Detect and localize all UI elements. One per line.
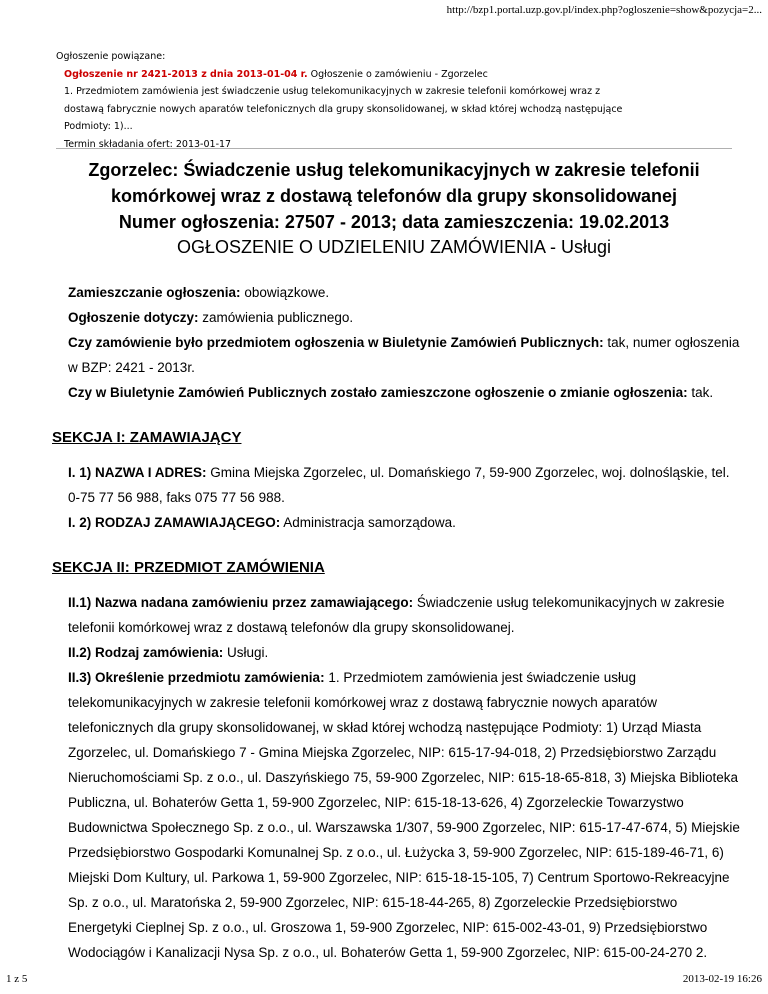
intro-p3-value: tak, numer ogłoszenia [603,335,740,350]
s2-subject-label: II.3) Określenie przedmiotu zamówienia: [68,670,325,685]
s2-subject-line: Miejski Dom Kultury, ul. Parkowa 1, 59-900 Zgorzelec, NIP: 615-18-15-105, 7) Centrum Sportowo-Rekreacyjne [68,870,730,885]
title-line-1: Zgorzelec: Świadczenie usług telekomunikacyjnych w zakresie telefonii [88,160,700,180]
title-line-4: OGŁOSZENIE O UDZIELENIU ZAMÓWIENIA - Usługi [176,237,612,257]
s1-type [68,510,742,535]
title-line-3: Numer ogłoszenia: 27507 - 2013; data zamieszczenia: 19.02.2013 [118,212,670,232]
page-url: http://bzp1.portal.uzp.gov.pl/index.php?ogloszenie=show&pozycja=2... [446,4,762,16]
intro-p3-cont: w BZP: 2421 - 2013r. [68,360,195,375]
section-1 [52,460,742,535]
intro-p2-value: zamówienia publicznego. [198,310,354,325]
s2-subject-line: Przedsiębiorstwo Gospodarki Komunalnej Sp. z o.o., ul. Łużycka 3, 59-900 Zgorzelec, NIP: 615-189-46-71, 6) [68,845,724,860]
s2-subject-line: Zgorzelec, ul. Domańskiego 7 - Gmina Miejska Zgorzelec, NIP: 615-17-94-018, 2) Przedsiębiorstwo Zarządu [68,745,717,760]
intro-p2 [68,305,742,330]
intro-p3-label: Czy zamówienie było przedmiotem ogłoszenia w Biuletynie Zamówień Publicznych: [68,335,604,350]
s2-name-value: Świadczenie usług telekomunikacyjnych w zakresie [413,595,725,610]
page-number: 1 z 5 [6,973,28,985]
related-notice-suffix: Ogłoszenie o zamówieniu - Zgorzelec [307,68,488,80]
intro [52,280,742,405]
notice-title [56,157,732,259]
related-notice [56,48,736,153]
related-label: Ogłoszenie powiązane: [56,51,166,62]
related-deadline: Termin składania ofert: 2013-01-17 [64,138,232,150]
s2-kind-value: Usługi. [223,645,269,660]
intro-p4 [68,380,742,405]
related-line-2: 1. Przedmiotem zamówienia jest świadczenie usług telekomunikacyjnych w zakresie telefonii komórkowej wraz z [64,86,601,97]
intro-p1-label: Zamieszczanie ogłoszenia: [68,285,241,300]
divider [56,148,732,149]
s2-subject-line: Nieruchomościami Sp. z o.o., ul. Daszyńskiego 75, 59-900 Zgorzelec, NIP: 615-18-65-818, 3) Miejska Biblioteka [68,770,739,785]
s2-subject-line: Budownictwa Społecznego Sp. z o.o., ul. Warszawska 1/307, 59-900 Zgorzelec, NIP: 615-17-47-674, 5) Miejskie [68,820,740,835]
s2-subject [68,665,742,690]
s2-subject-line: Energetyki Cieplnej Sp. z o.o., ul. Groszowa 1, 59-900 Zgorzelec, NIP: 615-002-43-01, 9) Przedsiębiorstwo [68,920,708,935]
related-line-4: Podmioty: 1)... [64,121,133,132]
intro-p1 [68,280,742,305]
s2-subject-line: telefonicznych dla grupy skonsolidowanej, w skład której wchodzą następujące Podmioty: 1) Urząd Miasta [68,720,702,735]
s2-subject-line: Wodociągów i Kanalizacji Nysa Sp. z o.o., ul. Bohaterów Getta 1, 59-900 Zgorzelec, NIP: 615-00-24-270 2. [68,945,708,960]
section-2-heading: SEKCJA II: PRZEDMIOT ZAMÓWIENIA [52,559,325,576]
s1-type-value: Administracja samorządowa. [280,515,456,530]
s1-name-value: Gmina Miejska Zgorzelec, ul. Domańskiego 7, 59-900 Zgorzelec, woj. dolnośląskie, tel. [206,465,730,480]
related-notice-link[interactable]: Ogłoszenie nr 2421-2013 z dnia 2013-01-04 r. [64,68,308,80]
s1-name-label: I. 1) NAZWA I ADRES: [68,465,207,480]
s2-kind-label: II.2) Rodzaj zamówienia: [68,645,224,660]
s2-subject-value: 1. Przedmiotem zamówienia jest świadczenie usług [324,670,636,685]
s2-subject-line: Publiczna, ul. Bohaterów Getta 1, 59-900 Zgorzelec, NIP: 615-18-13-626, 4) Zgorzeleckie Towarzystwo [68,795,684,810]
related-line-1 [56,66,736,84]
intro-p4-value: tak. [687,385,714,400]
print-datetime: 2013-02-19 16:26 [682,973,762,985]
intro-p1-value: obowiązkowe. [240,285,330,300]
s2-subject-line: Sp. z o.o., ul. Maratońska 2, 59-900 Zgorzelec, NIP: 615-18-44-265, 8) Zgorzeleckie Przedsiębiorstwo [68,895,678,910]
notice-body [52,280,742,965]
s1-name-address-cont: 0-75 77 56 988, faks 075 77 56 988. [68,490,285,505]
s2-name [68,590,742,615]
intro-p2-label: Ogłoszenie dotyczy: [68,310,199,325]
intro-p3 [68,330,742,355]
s2-kind [68,640,742,665]
s2-subject-line: telekomunikacyjnych w zakresie telefonii komórkowej wraz z dostawą fabrycznie nowych aparatów [68,695,658,710]
s2-name-label: II.1) Nazwa nadana zamówieniu przez zamawiającego: [68,595,414,610]
s2-name-cont: telefonii komórkowej wraz z dostawą telefonów dla grupy skonsolidowanej. [68,620,515,635]
section-1-heading: SEKCJA I: ZAMAWIAJĄCY [52,429,242,446]
s1-name-address [68,460,742,485]
intro-p4-label: Czy w Biuletynie Zamówień Publicznych zostało zamieszczone ogłoszenie o zmianie ogłoszenia: [68,385,688,400]
related-line-3: dostawą fabrycznie nowych aparatów telefonicznych dla grupy skonsolidowanej, w skład której wchodzą następujące [64,103,623,115]
print-header [0,4,768,16]
s1-type-label: I. 2) RODZAJ ZAMAWIAJĄCEGO: [68,515,281,530]
section-2 [52,590,742,965]
title-line-2: komórkowej wraz z dostawą telefonów dla grupy skonsolidowanej [110,186,678,206]
